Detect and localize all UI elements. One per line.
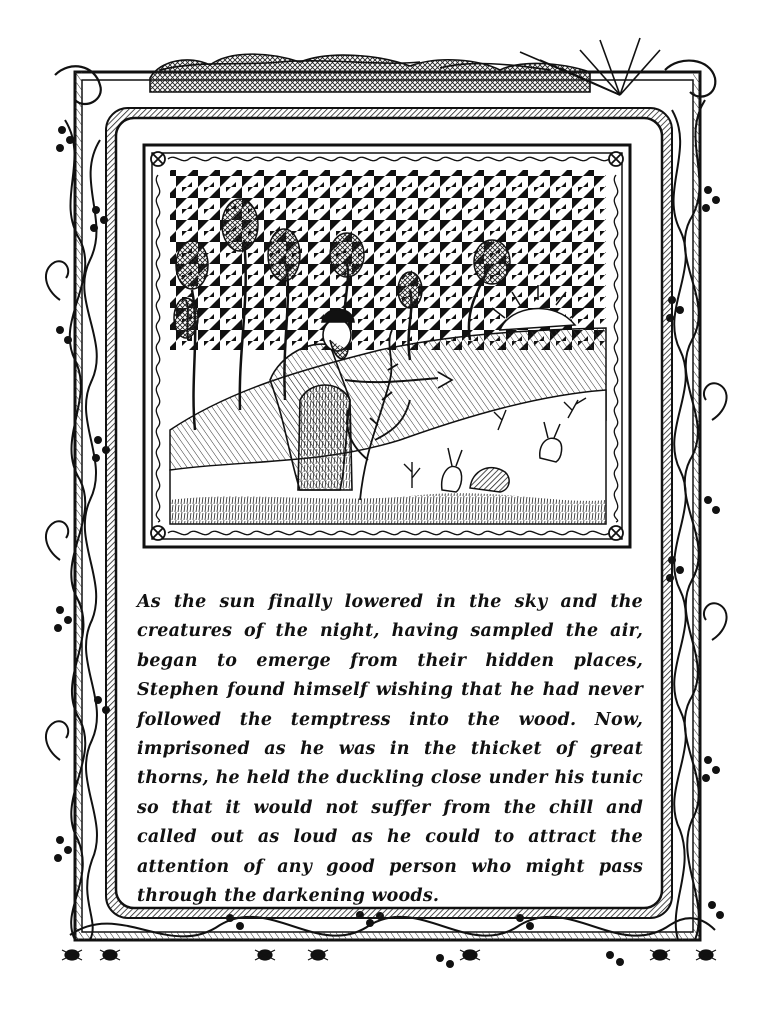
beetle-row [62, 950, 716, 960]
illustration [144, 145, 630, 547]
beetle-icon [460, 950, 480, 960]
beetle-icon [696, 950, 716, 960]
beetle-icon [100, 950, 120, 960]
beetle-icon [255, 950, 275, 960]
story-paragraph: As the sun finally lowered in the sky and the creatures of the night, having sampled the air, began to emerge from their hidden places, Stephen found himself wishing that he had never followed the temptress into the wood. Now, imprisoned as he was in the thicket of great thorns, he held the duckling close under his tunic so that it would not suffer from the chill and called out as loud as he could to attract the attention of any good person who might pass through the darkening woods. [137, 592, 643, 907]
sky-clouds [150, 38, 660, 95]
beetle-icon [308, 950, 328, 960]
beetle-icon [62, 950, 82, 960]
left-vine [46, 66, 101, 940]
beetle-icon [650, 950, 670, 960]
